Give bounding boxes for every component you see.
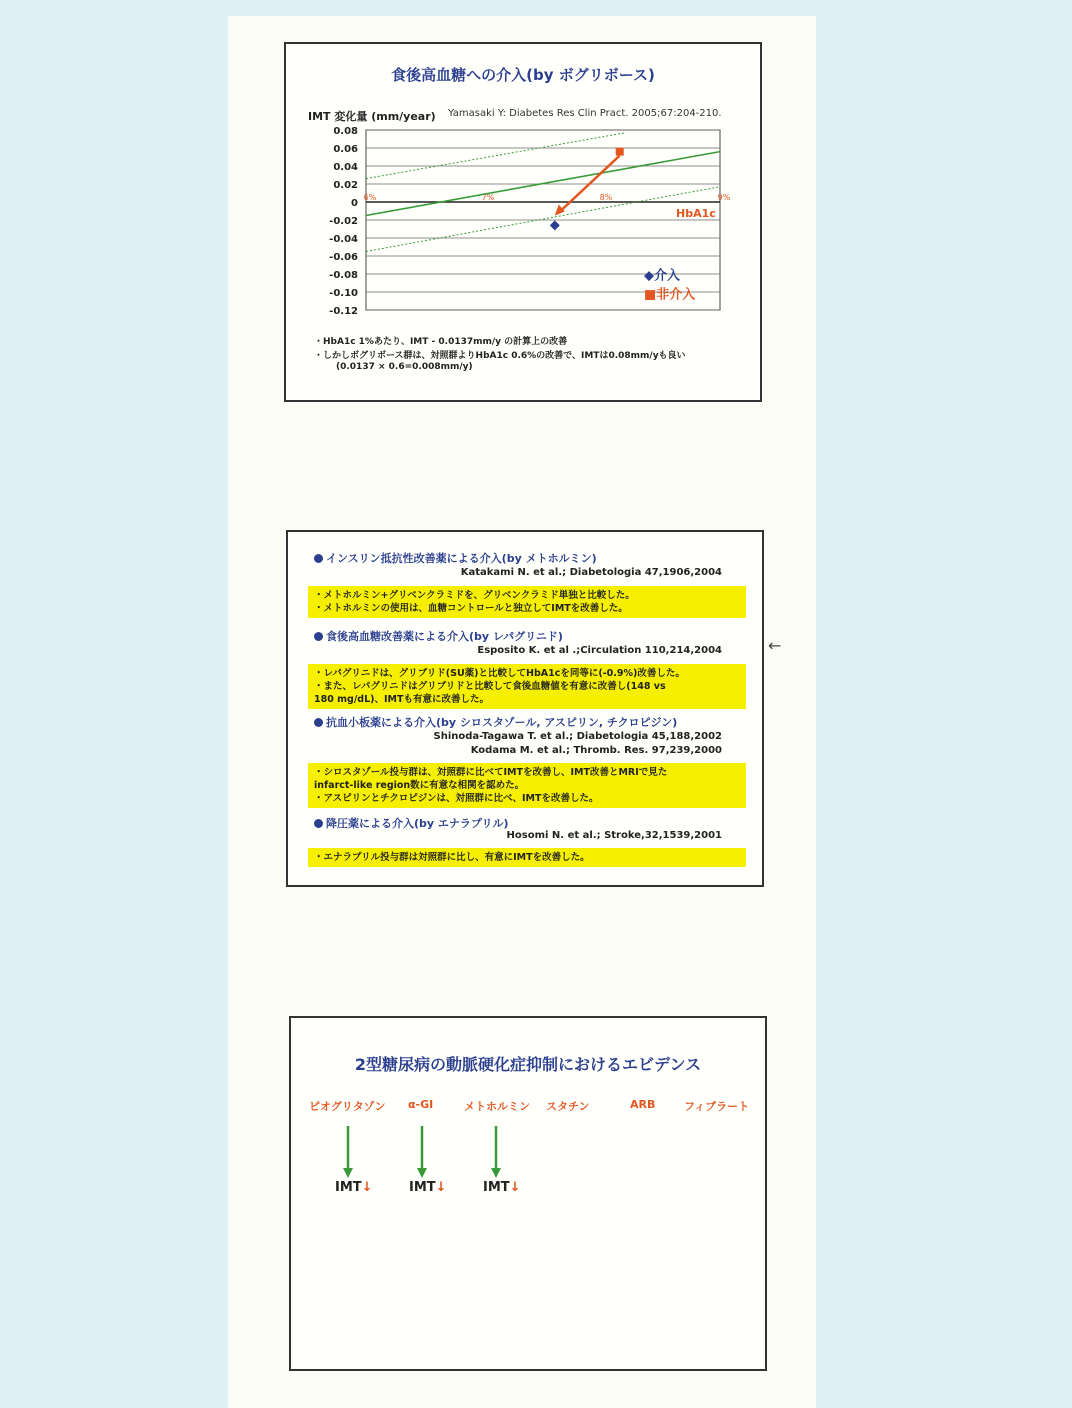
chart-note-2: ・しかしボグリボース群は、対照群よりHbA1c 0.6%の改善で、IMTは0.08mm/yも良い <box>314 351 686 361</box>
y-tick-label: -0.04 <box>329 234 358 245</box>
imt-hba1c-chart <box>286 122 760 322</box>
margin-arrow-mark: ← <box>768 636 782 655</box>
slide1-title: 食後高血糖への介入(by ボグリボース) <box>391 66 655 84</box>
reference: Shinoda-Tagawa T. et al.; Diabetologia 45,188,2002 <box>433 731 722 742</box>
chart-y-axis-label: IMT 変化量 (mm/year) <box>308 110 436 123</box>
change-arrow-head <box>555 205 565 216</box>
green-down-arrow-icon <box>417 1126 427 1178</box>
chart-citation: Yamasaki Y: Diabetes Res Clin Pract. 2005;67:204-210. <box>448 108 722 119</box>
x-tick-label: 9% <box>717 193 731 202</box>
legend-non-intervention: ■非介入 <box>644 287 696 303</box>
drug-metformin: メトホルミン <box>464 1100 530 1113</box>
bullet-icon <box>314 819 323 828</box>
y-tick-label: -0.10 <box>329 288 358 299</box>
drug-arb: ARB <box>630 1098 656 1111</box>
chart-note-1: ・HbA1c 1%あたり、IMT - 0.0137mm/y の計算上の改善 <box>314 337 568 347</box>
y-tick-label: 0 <box>351 198 358 209</box>
drug-statin: スタチン <box>546 1100 590 1113</box>
reference: Kodama M. et al.; Thromb. Res. 97,239,2000 <box>470 745 722 756</box>
y-tick-label: 0.06 <box>333 144 358 155</box>
bullet-icon <box>314 718 323 727</box>
x-tick-label: 6% <box>363 193 377 202</box>
regression-line <box>363 152 720 216</box>
data-point-intervention <box>550 220 560 230</box>
section-heading-metformin: インスリン抵抗性改善薬による介入(by メトホルミン) <box>314 550 597 566</box>
x-axis-label: HbA1c <box>676 206 716 220</box>
down-arrow-icon: ↓ <box>361 1180 373 1195</box>
bullet-icon <box>314 554 323 563</box>
section-heading-enalapril: 降圧薬による介入(by エナラプリル) <box>314 815 509 831</box>
down-arrow-icon: ↓ <box>435 1180 447 1195</box>
change-arrow <box>558 156 620 214</box>
slide-voglibose-chart <box>284 42 762 402</box>
drug-alpha-gi: α-GI <box>408 1098 434 1111</box>
y-tick-label: -0.08 <box>329 270 358 281</box>
x-tick-label: 7% <box>481 193 495 202</box>
x-tick-label: 8% <box>599 193 613 202</box>
y-tick-label: -0.06 <box>329 252 358 263</box>
drug-fibrate: フィブラート <box>684 1100 750 1113</box>
y-tick-label: -0.02 <box>329 216 358 227</box>
imt-result: IMT↓ <box>409 1180 447 1195</box>
highlight-box: ・メトホルミン+グリベンクラミドを、グリベンクラミド単独と比較した。 ・メトホルミンの使用は、血糖コントロールと独立してIMTを改善した。 <box>308 586 746 618</box>
data-point-non-intervention <box>616 148 624 156</box>
y-tick-label: -0.12 <box>329 306 358 317</box>
imt-result: IMT↓ <box>483 1180 521 1195</box>
confidence-upper-line <box>366 133 626 179</box>
confidence-lower-line <box>363 187 720 252</box>
green-down-arrow-icon <box>491 1126 501 1178</box>
reference: Hosomi N. et al.; Stroke,32,1539,2001 <box>506 830 722 841</box>
bullet-icon <box>314 632 323 641</box>
slide3-title: 2型糖尿病の動脈硬化症抑制におけるエビデンス <box>354 1055 702 1074</box>
slide-intervention-studies <box>286 530 764 887</box>
section-heading-antiplatelet: 抗血小板薬による介入(by シロスタゾール, アスピリン, チクロピジン) <box>314 714 677 730</box>
reference: Esposito K. et al .;Circulation 110,214,2004 <box>477 645 722 656</box>
imt-result: IMT↓ <box>335 1180 373 1195</box>
y-tick-label: 0.08 <box>333 126 358 137</box>
highlight-box: ・レパグリニドは、グリブリド(SU薬)と比較してHbA1cを同等に(-0.9%)改善した。 ・また、レパグリニドはグリブリドと比較して食後血糖値を有意に改善し(148 vs 180 mg/dL)、IMTも有意に改善した。 <box>308 664 746 709</box>
y-tick-label: 0.02 <box>333 180 358 191</box>
chart-note-3: (0.0137 × 0.6=0.008mm/y) <box>336 362 473 372</box>
legend-intervention: ◆介入 <box>644 268 680 284</box>
green-down-arrow-icon <box>343 1126 353 1178</box>
y-tick-label: 0.04 <box>333 162 358 173</box>
section-heading-repaglinide: 食後高血糖改善薬による介入(by レパグリニド) <box>314 628 563 644</box>
down-arrow-icon: ↓ <box>509 1180 521 1195</box>
drug-pioglitazone: ピオグリタゾン <box>309 1100 386 1113</box>
highlight-box: ・シロスタゾール投与群は、対照群に比べてIMTを改善し、IMT改善とMRIで見た infarct-like region数に有意な相関を認めた。 ・アスピリンとチクロピジンは、対照群に比べ、IMTを改善した。 <box>308 763 746 808</box>
slide-evidence <box>289 1016 767 1371</box>
reference: Katakami N. et al.; Diabetologia 47,1906,2004 <box>460 567 722 578</box>
highlight-box: ・エナラプリル投与群は対照群に比し、有意にIMTを改善した。 <box>308 848 746 867</box>
